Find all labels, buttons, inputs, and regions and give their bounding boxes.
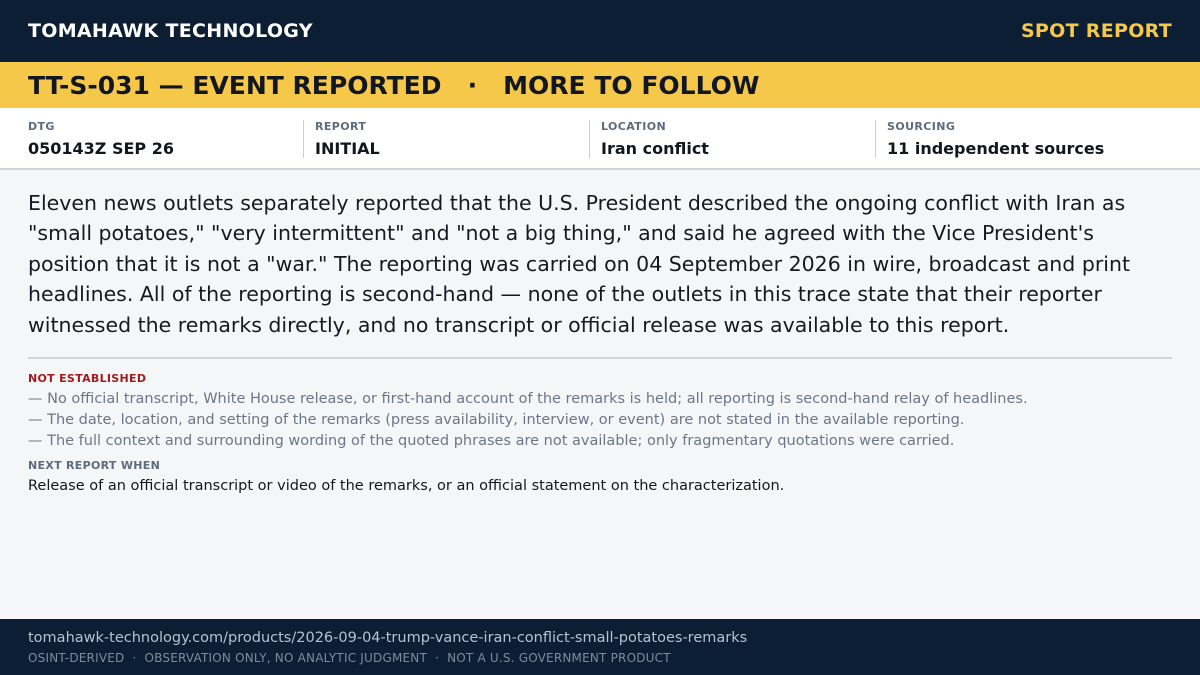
list-item: — The full context and surrounding wording of the quoted phrases are not available; only fragmentary quotations were carried. [28, 433, 955, 449]
report-title-banner: TT-S-031 — EVENT REPORTED · MORE TO FOLLOW [0, 62, 1200, 108]
metadata-strip [0, 108, 1200, 170]
meta-label: LOCATION [601, 120, 667, 133]
footer-disclaimer: OSINT-DERIVED · OBSERVATION ONLY, NO ANALYTIC JUDGMENT · NOT A U.S. GOVERNMENT PRODUCT [28, 651, 671, 665]
list-item: — The date, location, and setting of the remarks (press availability, interview, or event) are not stated in the available reporting. [28, 412, 965, 428]
next-report-text: Release of an official transcript or video of the remarks, or an official statement on the characterization. [28, 478, 785, 494]
not-established-label: NOT ESTABLISHED [28, 372, 147, 385]
meta-value: 11 independent sources [887, 139, 1105, 158]
meta-value: Iran conflict [601, 139, 709, 158]
meta-report [303, 120, 589, 158]
not-established-list [28, 389, 1178, 452]
next-report-label: NEXT REPORT WHEN [28, 459, 161, 472]
report-type-tag: SPOT REPORT [1020, 20, 1172, 42]
meta-location [589, 120, 875, 158]
report-body: Eleven news outlets separately reported that the U.S. President described the ongoing conflict with Iran as "small potatoes," "very intermittent" and "not a big thing," and said he agreed with the Vice President's position that it is not a "war." The reporting was carried on 04 September 2026 in wire, broadcast and print headlines. All of the reporting is second-hand — none of the outlets in this trace state that their reporter witnessed the remarks directly, and no transcript or official release was available to this report. [28, 191, 1130, 337]
meta-label: REPORT [315, 120, 367, 133]
footer-bar [0, 619, 1200, 675]
meta-dtg [28, 120, 303, 158]
header-bar [0, 0, 1200, 62]
footer-url: tomahawk-technology.com/products/2026-09-04-trump-vance-iran-conflict-small-potatoes-remarks [28, 630, 748, 646]
list-item: — No official transcript, White House release, or first-hand account of the remarks is held; all reporting is second-hand relay of headlines. [28, 391, 1028, 407]
meta-sourcing [875, 120, 1161, 158]
section-divider [28, 357, 1172, 359]
meta-label: DTG [28, 120, 55, 133]
meta-value: 050143Z SEP 26 [28, 139, 174, 158]
meta-value: INITIAL [315, 139, 380, 158]
brand-name: TOMAHAWK TECHNOLOGY [28, 20, 313, 42]
meta-label: SOURCING [887, 120, 956, 133]
